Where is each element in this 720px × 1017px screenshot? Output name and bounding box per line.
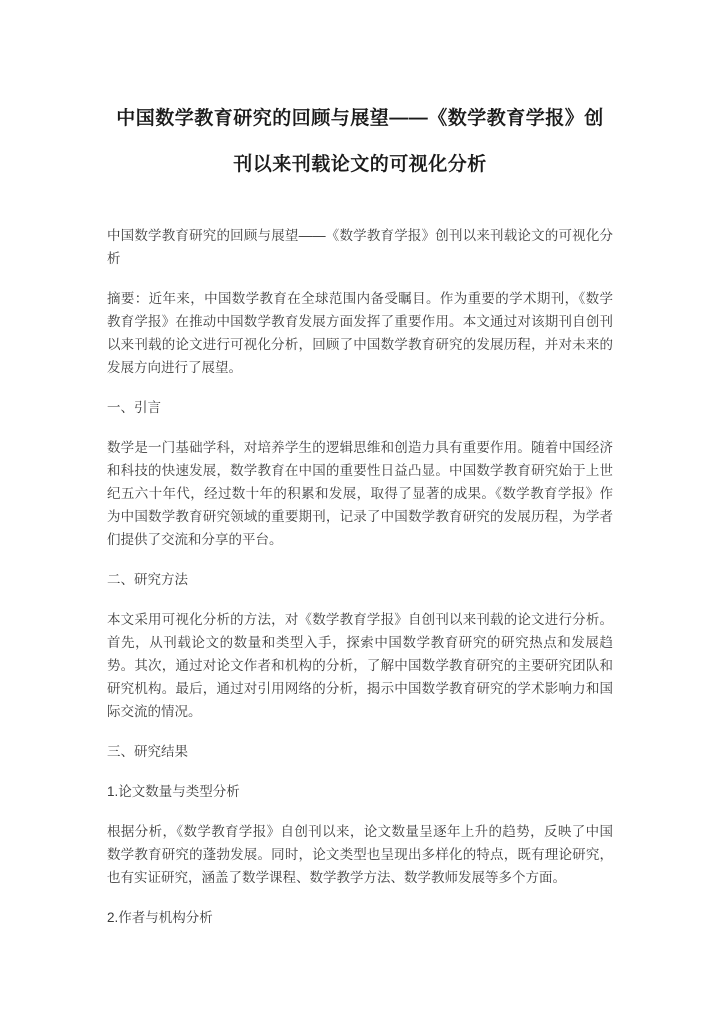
subsection-heading-author-institution: 2.作者与机构分析 (107, 910, 213, 925)
paragraph-introduction-body: 数学是一门基础学科，对培养学生的逻辑思维和创造力具有重要作用。随着中国经济和科技的快速发展，数学教育在中国的重要性日益凸显。中国数学教育研究始于上世纪五六十年代，经过数十年的积累和发展，取得了显著的成果。《数学教育学报》作为中国数学教育研究领域的重要期刊，记录了中国数学教育研究的发展历程，为学者们提供了交流和分享的平台。 (107, 440, 613, 547)
section-heading-introduction: 一、引言 (107, 400, 161, 415)
document-title: 中国数学教育研究的回顾与展望——《数学教育学报》创刊以来刊载论文的可视化分析 (116, 108, 604, 175)
section-heading-results: 三、研究结果 (107, 744, 188, 759)
paragraph-paper-count-type-body: 根据分析，《数学教育学报》自创刊以来，论文数量呈逐年上升的趋势，反映了中国数学教育研究的蓬勃发展。同时，论文类型也呈现出多样化的特点，既有理论研究，也有实证研究，涵盖了数学课程、数学教学方法、数学教师发展等多个方面。 (107, 824, 613, 885)
paragraph-methods-body: 本文采用可视化分析的方法，对《数学教育学报》自创刊以来刊载的论文进行分析。首先，从刊载论文的数量和类型入手，探索中国数学教育研究的研究热点和发展趋势。其次，通过对论文作者和机构的分析，了解中国数学教育研究的主要研究团队和研究机构。最后，通过对引用网络的分析，揭示中国数学教育研究的学术影响力和国际交流的情况。 (107, 612, 613, 719)
section-heading-methods: 二、研究方法 (107, 572, 188, 587)
paragraph-title-repeat: 中国数学教育研究的回顾与展望——《数学教育学报》创刊以来刊载论文的可视化分析 (107, 228, 613, 266)
paragraph-abstract: 摘要：近年来，中国数学教育在全球范围内备受瞩目。作为重要的学术期刊，《数学教育学报》在推动中国数学教育发展方面发挥了重要作用。本文通过对该期刊自创刊以来刊载的论文进行可视化分析，回顾了中国数学教育研究的发展历程，并对未来的发展方向进行了展望。 (107, 291, 613, 375)
subsection-heading-paper-count-type: 1.论文数量与类型分析 (107, 784, 240, 799)
